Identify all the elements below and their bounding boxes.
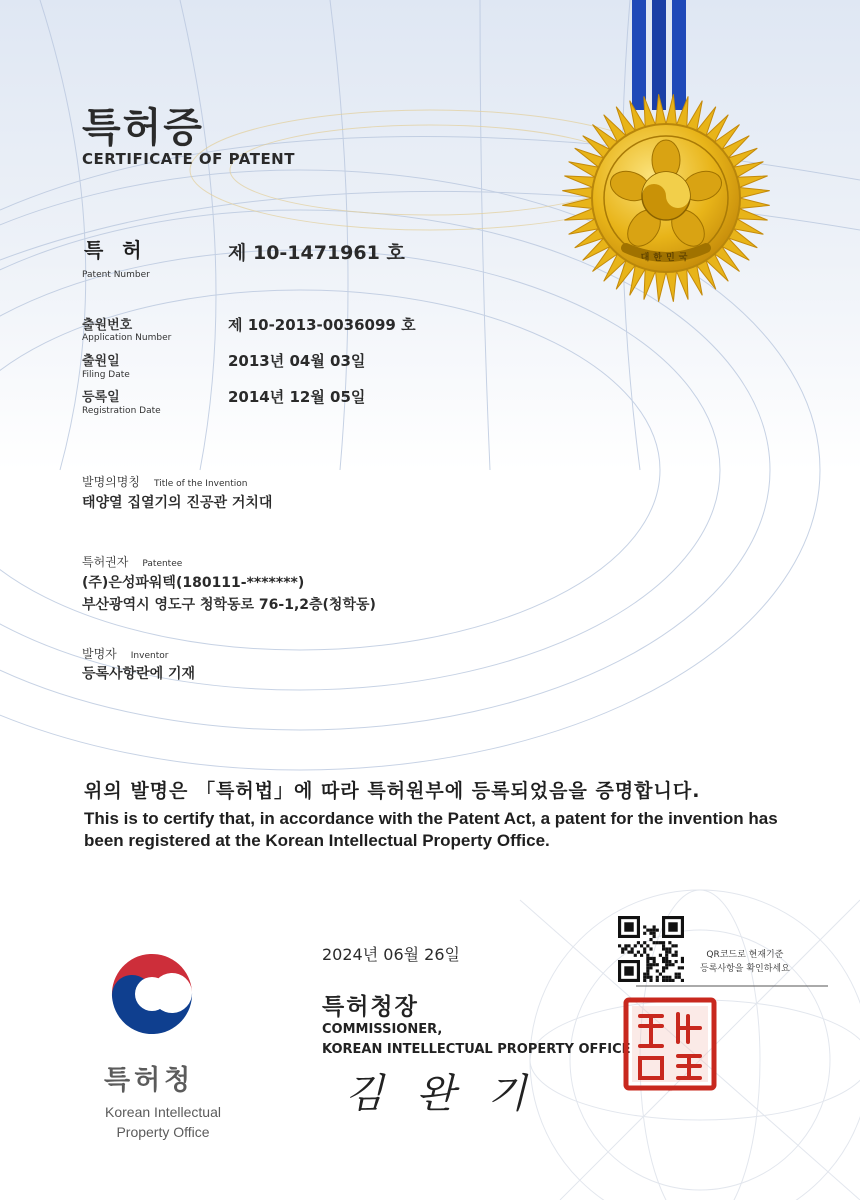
registration-date-label-ko: 등록일 xyxy=(82,390,120,405)
certification-text-en: This is to certify that, in accordance with the Patent Act, a patent for the invention has been registered at the Korean Intellectual Property Office. xyxy=(84,809,778,850)
invention-label xyxy=(82,471,247,490)
certificate-title-ko: 특허증 xyxy=(82,105,204,151)
patent-number-label-en: Patent Number xyxy=(82,270,150,280)
invention-title-value: 태양열 집열기의 진공관 거치대 xyxy=(82,495,273,511)
qr-code[interactable] xyxy=(618,916,684,982)
kipo-name-en-line2: Property Office xyxy=(116,1124,210,1140)
registration-date-value: 2014년 12월 05일 xyxy=(228,388,366,406)
commissioner-title-en xyxy=(322,1020,631,1060)
kipo-name-ko: 특허청 xyxy=(104,1065,195,1096)
application-number-label-ko: 출원번호 xyxy=(82,318,133,333)
inventor-label-ko: 발명자 xyxy=(82,647,117,661)
patent-number-value: 제 10-1471961 호 xyxy=(228,242,405,264)
patent-number-label-ko: 특 허 xyxy=(84,238,148,262)
application-number-label-en: Application Number xyxy=(82,333,172,343)
commissioner-signature: 김 완 기 xyxy=(345,1071,537,1117)
qr-note-line2: 등록사항을 확인하세요 xyxy=(700,964,790,974)
patentee-label xyxy=(82,551,182,570)
commissioner-title-en-line1: COMMISSIONER, xyxy=(322,1022,443,1037)
invention-label-ko: 발명의명칭 xyxy=(82,475,140,489)
registration-date-label-en: Registration Date xyxy=(82,406,161,416)
kipo-name-en-line1: Korean Intellectual xyxy=(105,1104,221,1120)
kipo-taegeuk-logo xyxy=(100,942,204,1046)
certification-text-ko: 위의 발명은 「특허법」에 따라 특허원부에 등록되었음을 증명합니다. xyxy=(84,780,701,802)
filing-date-label-ko: 출원일 xyxy=(82,354,120,369)
patentee-name: (주)은성파워텍(180111-*******) xyxy=(82,575,305,591)
inventor-label xyxy=(82,643,168,662)
kipo-name-en xyxy=(78,1102,248,1142)
invention-label-en: Title of the Invention xyxy=(153,479,248,489)
commissioner-title-en-line2: KOREAN INTELLECTUAL PROPERTY OFFICE xyxy=(322,1042,631,1057)
stamp-text: 특허청장인 xyxy=(667,1091,673,1092)
qr-note xyxy=(700,948,790,976)
inventor-label-en: Inventor xyxy=(130,651,169,661)
filing-date-value: 2013년 04월 03일 xyxy=(228,352,366,370)
filing-date-label-en: Filing Date xyxy=(82,370,130,380)
patentee-label-ko: 특허권자 xyxy=(82,555,129,569)
patentee-label-en: Patentee xyxy=(142,559,183,569)
qr-note-line1: QR코드로 현재기준 xyxy=(706,950,784,960)
gold-seal xyxy=(556,88,776,308)
inventor-value: 등록사항란에 기재 xyxy=(82,666,196,682)
certificate-title-en: CERTIFICATE OF PATENT xyxy=(82,150,295,168)
patentee-address: 부산광역시 영도구 청학동로 76-1,2층(청학동) xyxy=(82,597,376,613)
seal-text: 대한민국 xyxy=(640,253,692,263)
commissioner-title-ko: 특허청장 xyxy=(322,994,419,1020)
official-red-stamp xyxy=(622,996,718,1092)
issue-date: 2024년 06월 26일 xyxy=(322,945,460,964)
application-number-value: 제 10-2013-0036099 호 xyxy=(228,316,416,334)
